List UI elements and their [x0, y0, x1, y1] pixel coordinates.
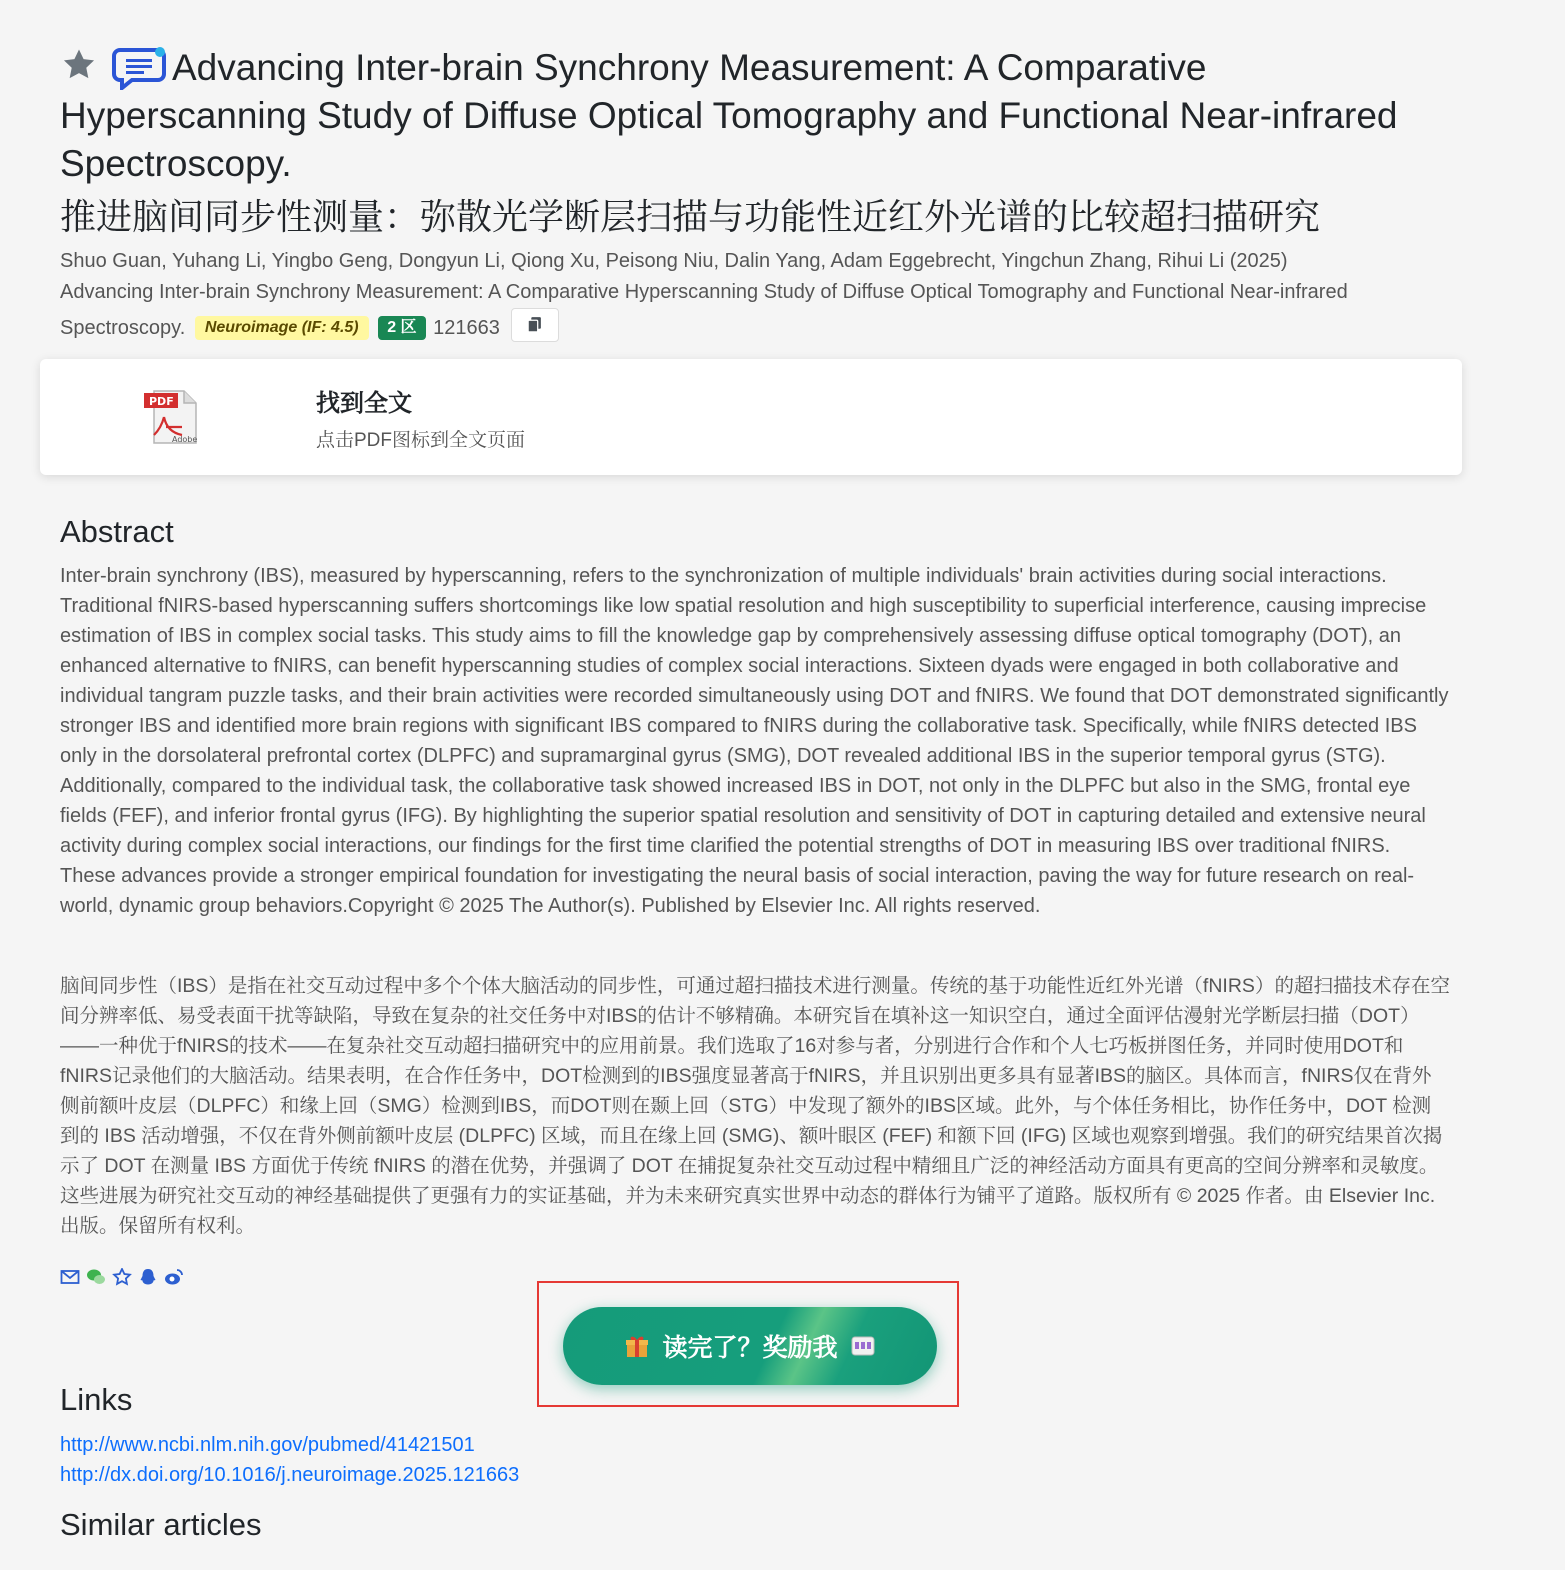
fulltext-card [40, 359, 1462, 475]
reward-button[interactable] [563, 1307, 937, 1385]
abstract-text-cn: 脑间同步性（IBS）是指在社交互动过程中多个个体大脑活动的同步性，可通过超扫描技术进行测量。传统的基于功能性近红外光谱（fNIRS）的超扫描技术存在空间分辨率低、易受表面干扰等缺陷，导致在复杂的社交任务中对IBS的估计不够精确。本研究旨在填补这一知识空白，通过全面评估漫射光学断层扫描（DOT）——一种优于fNIRS的技术——在复杂社交互动超扫描研究中的应用前景。我们选取了16对参与者，分别进行合作和个人七巧板拼图任务，并同时使用DOT和fNIRS记录他们的大脑活动。结果表明，在合作任务中，DOT检测到的IBS强度显著高于fNIRS，并且识别出更多具有显著IBS的脑区。具体而言，fNIRS仅在背外侧前额叶皮层（DLPFC）和缘上回（SMG）检测到IBS，而DOT则在颞上回（STG）中发现了额外的IBS区域。此外，与个体任务相比，协作任务中，DOT 检测到的 IBS 活动增强，不仅在背外侧前额叶皮层 (DLPFC) 区域，而且在缘上回 (SMG)、额叶眼区 (FEF) 和额下回 (IFG) 区域也观察到增强。我们的研究结果首次揭示了 DOT 在测量 IBS 方面优于传统 fNIRS 的潜在优势，并强调了 DOT 在捕捉复杂社交互动过程中精细且广泛的神经活动方面具有更高的空间分辨率和灵敏度。这些进展为研究社交互动的神经基础提供了更强有力的实证基础，并为未来研究真实世界中动态的群体行为铺平了道路。版权所有 © 2025 作者。由 Elsevier Inc. 出版。保留所有权利。 [60, 975, 1450, 1237]
doi-link[interactable]: http://dx.doi.org/10.1016/j.neuroimage.2025.121663 [60, 1464, 520, 1486]
article-number: 121663 [433, 317, 500, 339]
pubmed-link[interactable]: http://www.ncbi.nlm.nih.gov/pubmed/41421501 [60, 1434, 475, 1456]
mail-icon[interactable] [60, 1268, 80, 1286]
svg-text:Adobe: Adobe [172, 435, 198, 444]
favorite-star-icon[interactable] [112, 1268, 132, 1286]
journal-badge: Neuroimage (IF: 4.5) [195, 316, 369, 340]
links-heading: Links [60, 1382, 133, 1417]
link-list [60, 1430, 519, 1490]
copy-icon [526, 316, 543, 333]
fulltext-title: 找到全文 [316, 390, 412, 417]
citation-title: Advancing Inter-brain Synchrony Measurement: A Comparative Hyperscanning Study of Diffuse Optical Tomography and Functional Near-infrared Spectroscopy. [60, 281, 1348, 339]
share-bar [60, 1268, 190, 1288]
zone-badge: 2 区 [378, 316, 425, 340]
pdf-icon[interactable] [142, 387, 202, 447]
article-title-cn: 推进脑间同步性测量：弥散光学断层扫描与功能性近红外光谱的比较超扫描研究 [60, 196, 1321, 237]
weibo-icon[interactable] [164, 1268, 184, 1286]
abstract-text-en: Inter-brain synchrony (IBS), measured by hyperscanning, refers to the synchronization of multiple individuals' brain activities during social interactions. Traditional fNIRS-based hyperscanning suffers shortcomings like low spatial resolution and high susceptibility to superficial interference, causing imprecise estimation of IBS in complex social tasks. This study aims to fill the knowledge gap by comprehensively assessing diffuse optical tomography (DOT), an enhanced alternative to fNIRS, can benefit hyperscanning studies of complex social interactions. Sixteen dyads were engaged in both collaborative and individual tangram puzzle tasks, and their brain activities were recorded simultaneously using DOT and fNIRS. We found that DOT demonstrated significantly stronger IBS and identified more brain regions with significant IBS compared to fNIRS during the collaborative task. Specifically, while fNIRS detected IBS only in the dorsolateral prefrontal cortex (DLPFC) and supramarginal gyrus (SMG), DOT revealed additional IBS in the superior temporal gyrus (STG). Additionally, compared to the individual task, the collaborative task showed increased IBS in DOT, not only in the DLPFC but also in the SMG, frontal eye fields (FEF), and inferior frontal gyrus (IFG). By highlighting the superior spatial resolution and sensitivity of DOT in capturing detailed and extensive neural activity during complex social interactions, our findings for the first time clarified the potential strengths of DOT in measuring IBS over traditional fNIRS. These advances provide a stronger empirical foundation for investigating the neural basis of social interaction, paving the way for future research on real-world, dynamic group behaviors.Copyright © 2025 The Author(s). Published by Elsevier Inc. All rights reserved. [60, 565, 1449, 917]
citation-authors: Shuo Guan, Yuhang Li, Yingbo Geng, Dongyun Li, Qiong Xu, Peisong Niu, Dalin Yang, Adam Eggebrecht, Yingchun Zhang, Rihui Li (2025) [60, 250, 1288, 272]
qq-icon[interactable] [138, 1268, 158, 1286]
abstract-heading: Abstract [60, 514, 174, 549]
copy-citation-button[interactable] [511, 308, 559, 342]
title-row [60, 44, 1450, 188]
favorite-star-icon[interactable] [60, 46, 98, 84]
article-title-en: Advancing Inter-brain Synchrony Measurement: A Comparative Hyperscanning Study of Diffuse Optical Tomography and Functional Near-infrared Spectroscopy. [60, 47, 1398, 184]
citation [60, 246, 1450, 344]
reward-label: 读完了？奖励我 [662, 1334, 838, 1362]
similar-articles-heading: Similar articles [60, 1507, 262, 1542]
svg-text:PDF: PDF [149, 395, 174, 408]
fulltext-subtitle: 点击PDF图标到全文页面 [316, 430, 526, 451]
wechat-icon[interactable] [86, 1268, 106, 1286]
chat-bubble-icon[interactable] [112, 44, 166, 90]
gift-icon [624, 1333, 650, 1359]
article-header [60, 0, 1450, 344]
slot-machine-icon [850, 1334, 876, 1358]
